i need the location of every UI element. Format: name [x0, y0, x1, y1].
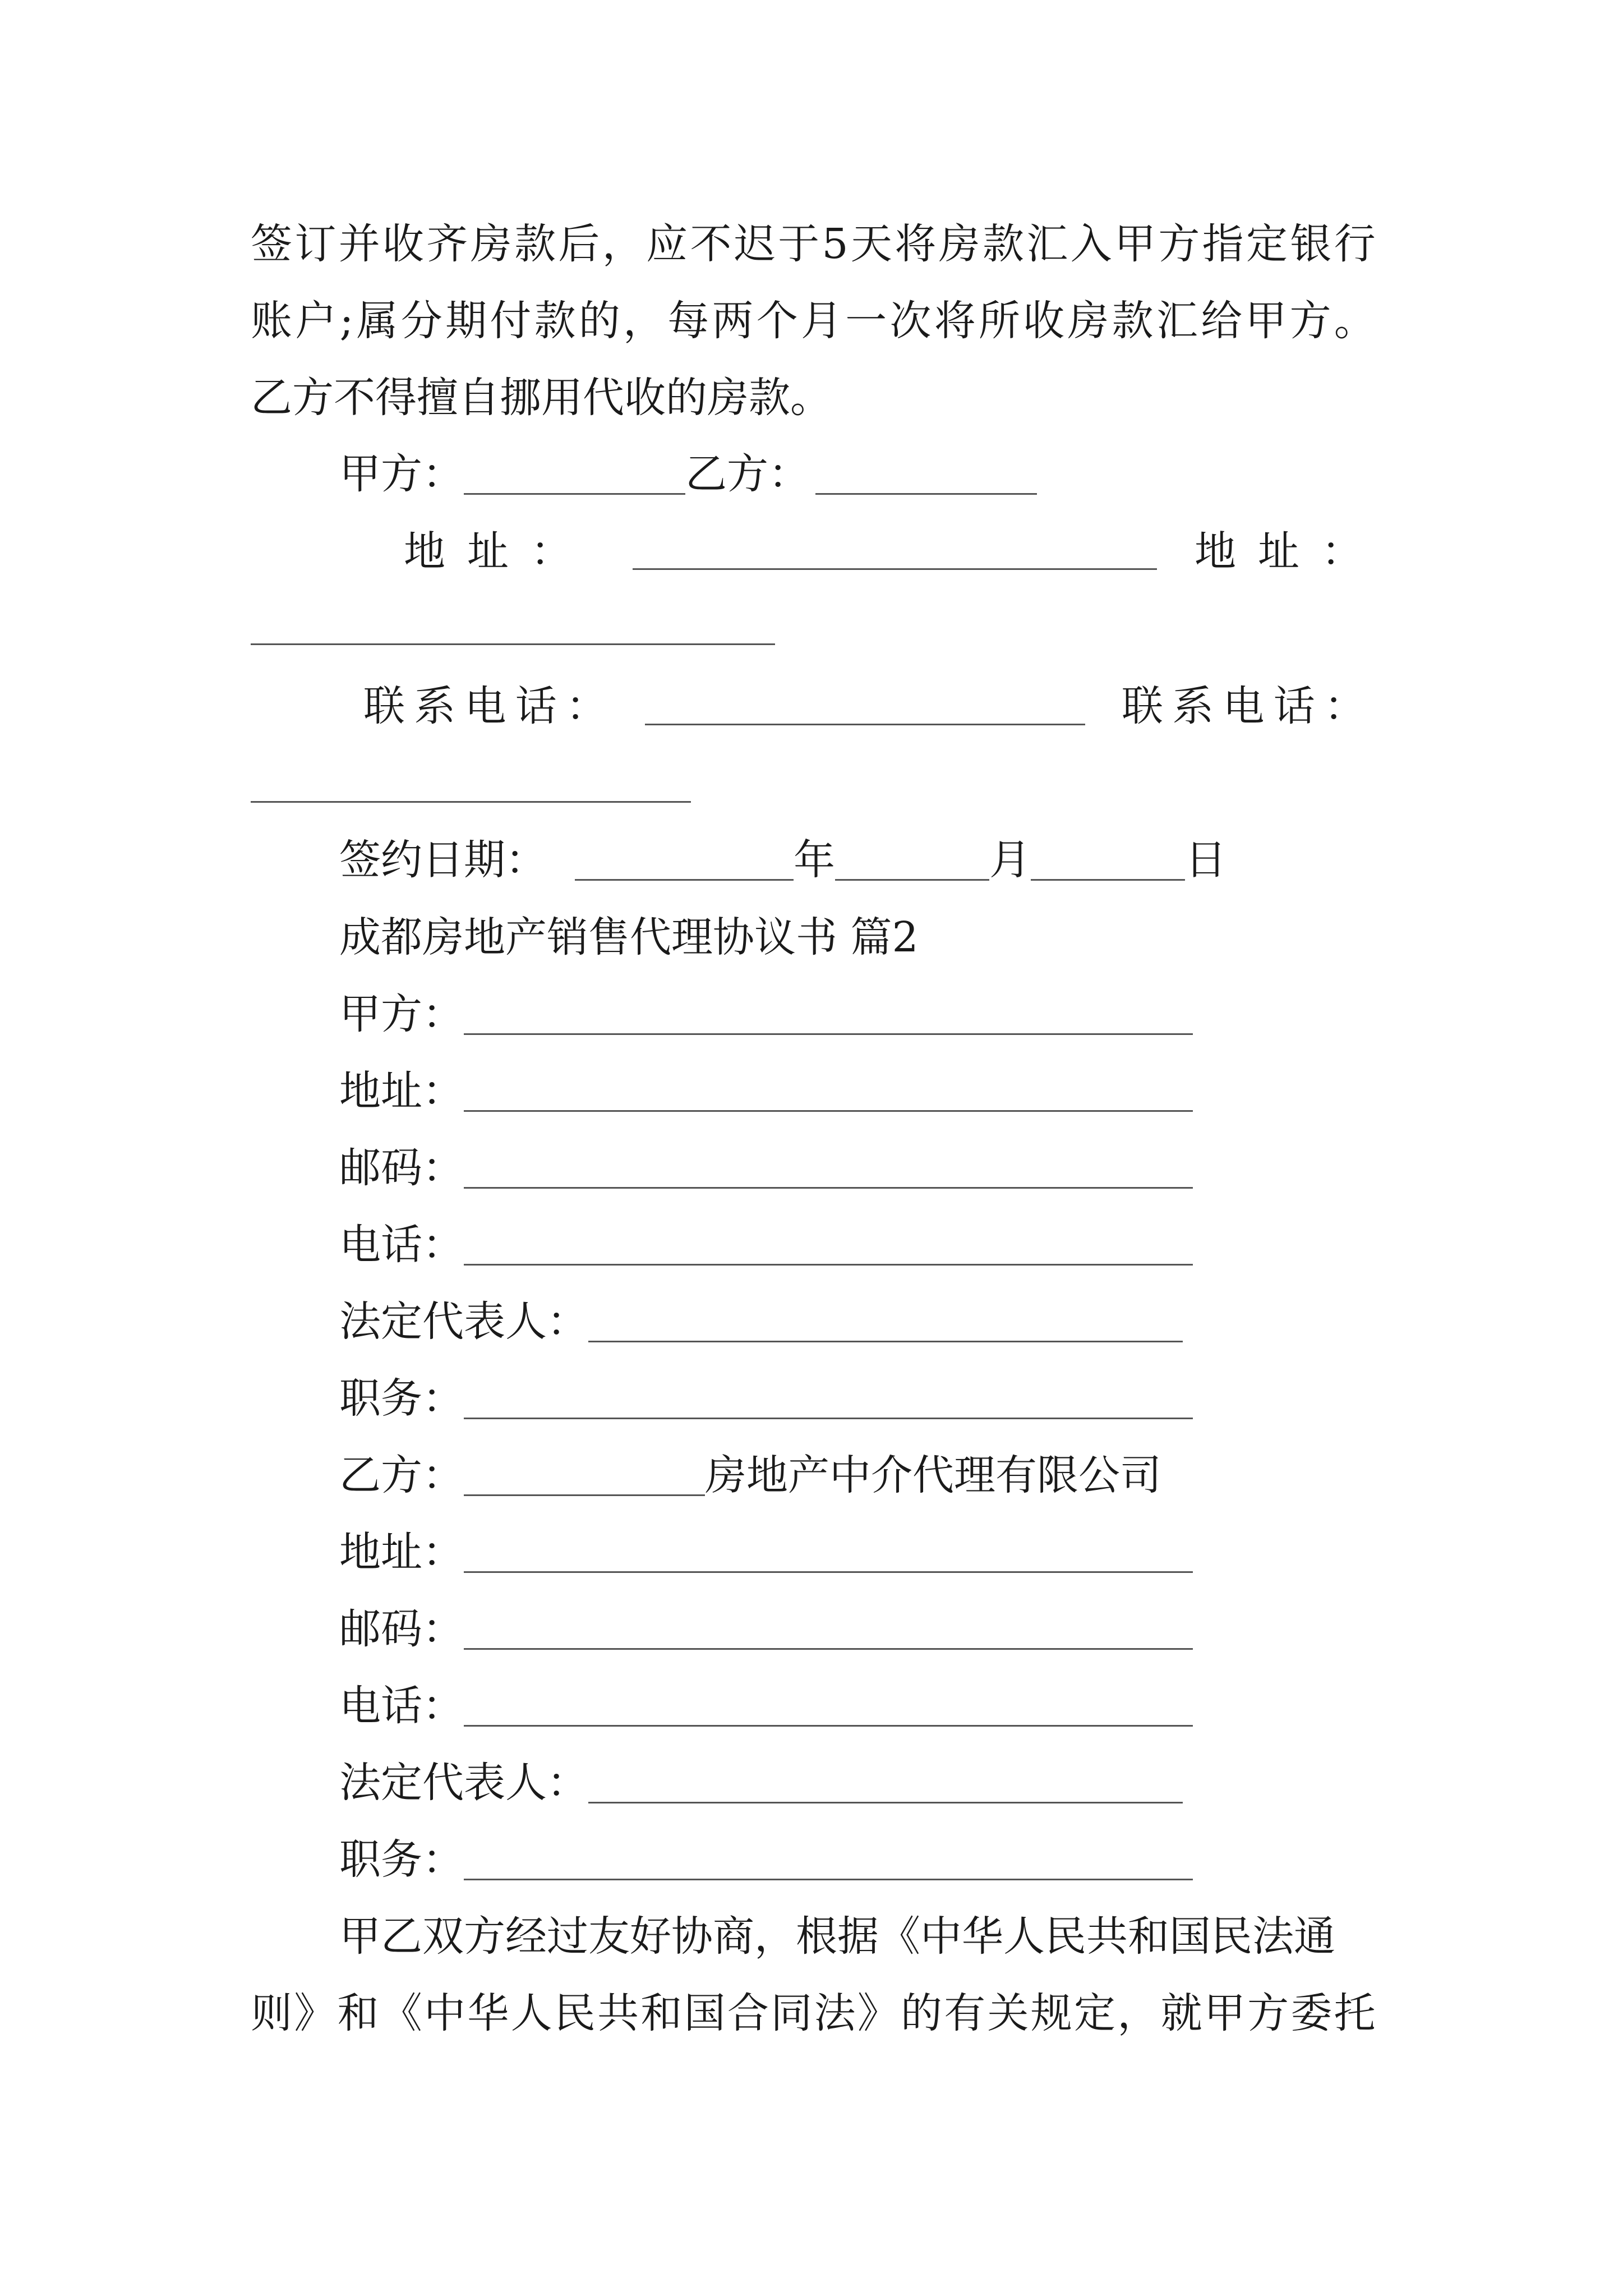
field-blank[interactable] — [464, 1844, 1193, 1880]
paragraph-char: 齐 — [426, 220, 468, 268]
paragraph-char: 行 — [1334, 220, 1376, 268]
paragraph-char: 户 — [295, 297, 337, 345]
party-a-blank[interactable] — [464, 458, 685, 495]
paragraph-char: 账 — [251, 297, 292, 345]
field-blank[interactable] — [464, 999, 1193, 1035]
field-blank[interactable] — [464, 1460, 705, 1496]
paragraph-char: 收 — [382, 220, 425, 268]
paragraph-char: 。 — [1334, 297, 1376, 345]
address-b-blank[interactable] — [251, 643, 775, 645]
field-blank[interactable] — [464, 1075, 1193, 1112]
paragraph-char: 款 — [982, 220, 1024, 268]
field-blank[interactable] — [588, 1306, 1183, 1342]
paragraph-char: 《 — [380, 1989, 422, 2037]
paragraph-char: 房 — [938, 220, 980, 268]
party-a-name-field: 甲方： — [339, 993, 1193, 1035]
paragraph-char: 天 — [850, 220, 892, 268]
paragraph-char: 同 — [771, 1989, 813, 2037]
paragraph-char: 迟 — [734, 220, 776, 268]
party-a-phone-field: 电话： — [339, 1224, 1193, 1266]
paragraph-char: 合 — [727, 1989, 769, 2037]
party-b-blank[interactable] — [815, 458, 1037, 495]
paragraph-char: ; — [339, 297, 354, 345]
paragraph-char: 甲 — [1114, 220, 1156, 268]
party-a-legal-rep-field: 法定代表人： — [339, 1301, 1183, 1342]
field-blank[interactable] — [464, 1690, 1193, 1727]
section-heading: 成都房地产销售代理协议书 篇2 — [339, 913, 919, 961]
paragraph-char: 两 — [712, 297, 754, 345]
paragraph-char: 款 — [1112, 297, 1154, 345]
paragraph-line-2 — [251, 297, 1376, 345]
paragraph-char: 方 — [1247, 1989, 1289, 2037]
party-b-name-field: 乙方： 房地产中介代理有限公司 — [339, 1451, 1161, 1499]
paragraph-line-3: 乙方不得擅自挪用代收的房款。 — [251, 374, 832, 422]
paragraph-char: 付 — [490, 297, 532, 345]
paragraph-char: 汇 — [1026, 220, 1068, 268]
paragraph-char: 应 — [646, 220, 688, 268]
paragraph-char: 订 — [294, 220, 336, 268]
address-label-b: 地 址 ： — [1195, 527, 1363, 576]
paragraph-char: 个 — [756, 297, 798, 345]
party-b-postcode-field: 邮码： — [339, 1608, 1193, 1650]
paragraph-char: 所 — [978, 297, 1020, 345]
paragraph-char: 国 — [684, 1989, 726, 2037]
party-b-position-field: 职务： — [339, 1839, 1193, 1880]
paragraph-char: 每 — [667, 297, 709, 345]
paragraph-char: 签 — [251, 220, 292, 268]
closing-line-2 — [251, 1989, 1376, 2037]
phone-label-b: 联 系 电 话 ： — [1122, 682, 1366, 730]
paragraph-char: 收 — [1023, 297, 1065, 345]
paragraph-char: 将 — [895, 220, 937, 268]
paragraph-char: 则 — [251, 1989, 292, 2037]
paragraph-char: 指 — [1202, 220, 1244, 268]
paragraph-char: 入 — [1070, 220, 1112, 268]
paragraph-char: 方 — [1158, 220, 1200, 268]
paragraph-char: 委 — [1290, 1989, 1332, 2037]
paragraph-char: 甲 — [1245, 297, 1287, 345]
paragraph-char: 一 — [845, 297, 887, 345]
paragraph-char: 5 — [822, 220, 849, 268]
paragraph-char: 汇 — [1156, 297, 1198, 345]
month-label: 月 — [989, 836, 1031, 884]
paragraph-char: 将 — [934, 297, 976, 345]
paragraph-char: 款 — [534, 297, 576, 345]
phone-label-a: 联 系 电 话 ： — [363, 682, 607, 730]
month-blank[interactable] — [835, 844, 989, 881]
phone-b-blank[interactable] — [251, 801, 691, 803]
address-label-a: 地 址 ： — [404, 527, 572, 576]
paragraph-line-1 — [251, 220, 1376, 268]
paragraph-char: 定 — [1246, 220, 1288, 268]
paragraph-char: 给 — [1201, 297, 1243, 345]
year-blank[interactable] — [575, 844, 794, 881]
paragraph-char: 后 — [558, 220, 600, 268]
paragraph-char: 的 — [578, 297, 620, 345]
paragraph-char: 并 — [338, 220, 380, 268]
paragraph-char: 属 — [356, 297, 398, 345]
paragraph-char: 银 — [1290, 220, 1332, 268]
paragraph-char: 期 — [445, 297, 487, 345]
day-label: 日 — [1185, 836, 1227, 884]
party-b-label: 乙方： — [685, 450, 810, 498]
paragraph-char: 于 — [778, 220, 820, 268]
paragraph-char: 就 — [1160, 1989, 1202, 2037]
paragraph-char: 华 — [467, 1989, 509, 2037]
paragraph-char: 共 — [597, 1989, 639, 2037]
paragraph-char: 有 — [944, 1989, 986, 2037]
field-blank[interactable] — [464, 1536, 1193, 1573]
day-blank[interactable] — [1031, 844, 1185, 881]
paragraph-char: 和 — [337, 1989, 379, 2037]
paragraph-char: 民 — [554, 1989, 596, 2037]
address-a-blank[interactable] — [633, 568, 1157, 570]
date-label: 签约日期： — [339, 836, 547, 884]
paragraph-char: 甲 — [1204, 1989, 1246, 2037]
party-a-postcode-field: 邮码： — [339, 1147, 1193, 1189]
paragraph-char: 方 — [1289, 297, 1331, 345]
paragraph-char: 法 — [814, 1989, 856, 2037]
paragraph-char: 和 — [640, 1989, 683, 2037]
paragraph-char: 房 — [470, 220, 512, 268]
paragraph-char: 》 — [857, 1989, 899, 2037]
company-suffix: 房地产中介代理有限公司 — [705, 1451, 1161, 1499]
paragraph-char: 款 — [514, 220, 556, 268]
party-b-phone-field: 电话： — [339, 1685, 1193, 1727]
field-blank[interactable] — [464, 1152, 1193, 1189]
paragraph-char: 的 — [900, 1989, 942, 2037]
paragraph-char: 次 — [889, 297, 932, 345]
paragraph-char: 关 — [987, 1989, 1029, 2037]
year-label: 年 — [794, 836, 835, 884]
paragraph-char: 分 — [400, 297, 442, 345]
paragraph-char: ， — [1117, 1989, 1159, 2037]
paragraph-char: 托 — [1334, 1989, 1376, 2037]
paragraph-char: 房 — [1067, 297, 1109, 345]
phone-a-blank[interactable] — [645, 724, 1085, 725]
field-blank[interactable] — [464, 1613, 1193, 1650]
party-b-address-field: 地址： — [339, 1531, 1193, 1573]
paragraph-char: 规 — [1030, 1989, 1072, 2037]
signing-date-row — [339, 836, 1227, 884]
paragraph-char: 人 — [510, 1989, 552, 2037]
paragraph-char: ， — [623, 297, 665, 345]
party-signature-row — [339, 450, 1037, 498]
paragraph-char: 》 — [294, 1989, 336, 2037]
paragraph-char: 月 — [800, 297, 842, 345]
party-a-label: 甲方： — [339, 450, 464, 498]
party-b-legal-rep-field: 法定代表人： — [339, 1762, 1183, 1803]
field-blank[interactable] — [464, 1229, 1193, 1266]
party-a-position-field: 职务： — [339, 1378, 1193, 1419]
paragraph-char: 不 — [690, 220, 732, 268]
paragraph-char: ， — [602, 220, 644, 268]
party-a-address-field: 地址： — [339, 1070, 1193, 1112]
paragraph-char: 定 — [1074, 1989, 1116, 2037]
field-blank[interactable] — [588, 1767, 1183, 1803]
closing-line-1: 甲乙双方经过友好协商，根据《中华人民共和国民法通 — [339, 1912, 1335, 1961]
paragraph-char: 中 — [424, 1989, 466, 2037]
field-blank[interactable] — [464, 1383, 1193, 1419]
